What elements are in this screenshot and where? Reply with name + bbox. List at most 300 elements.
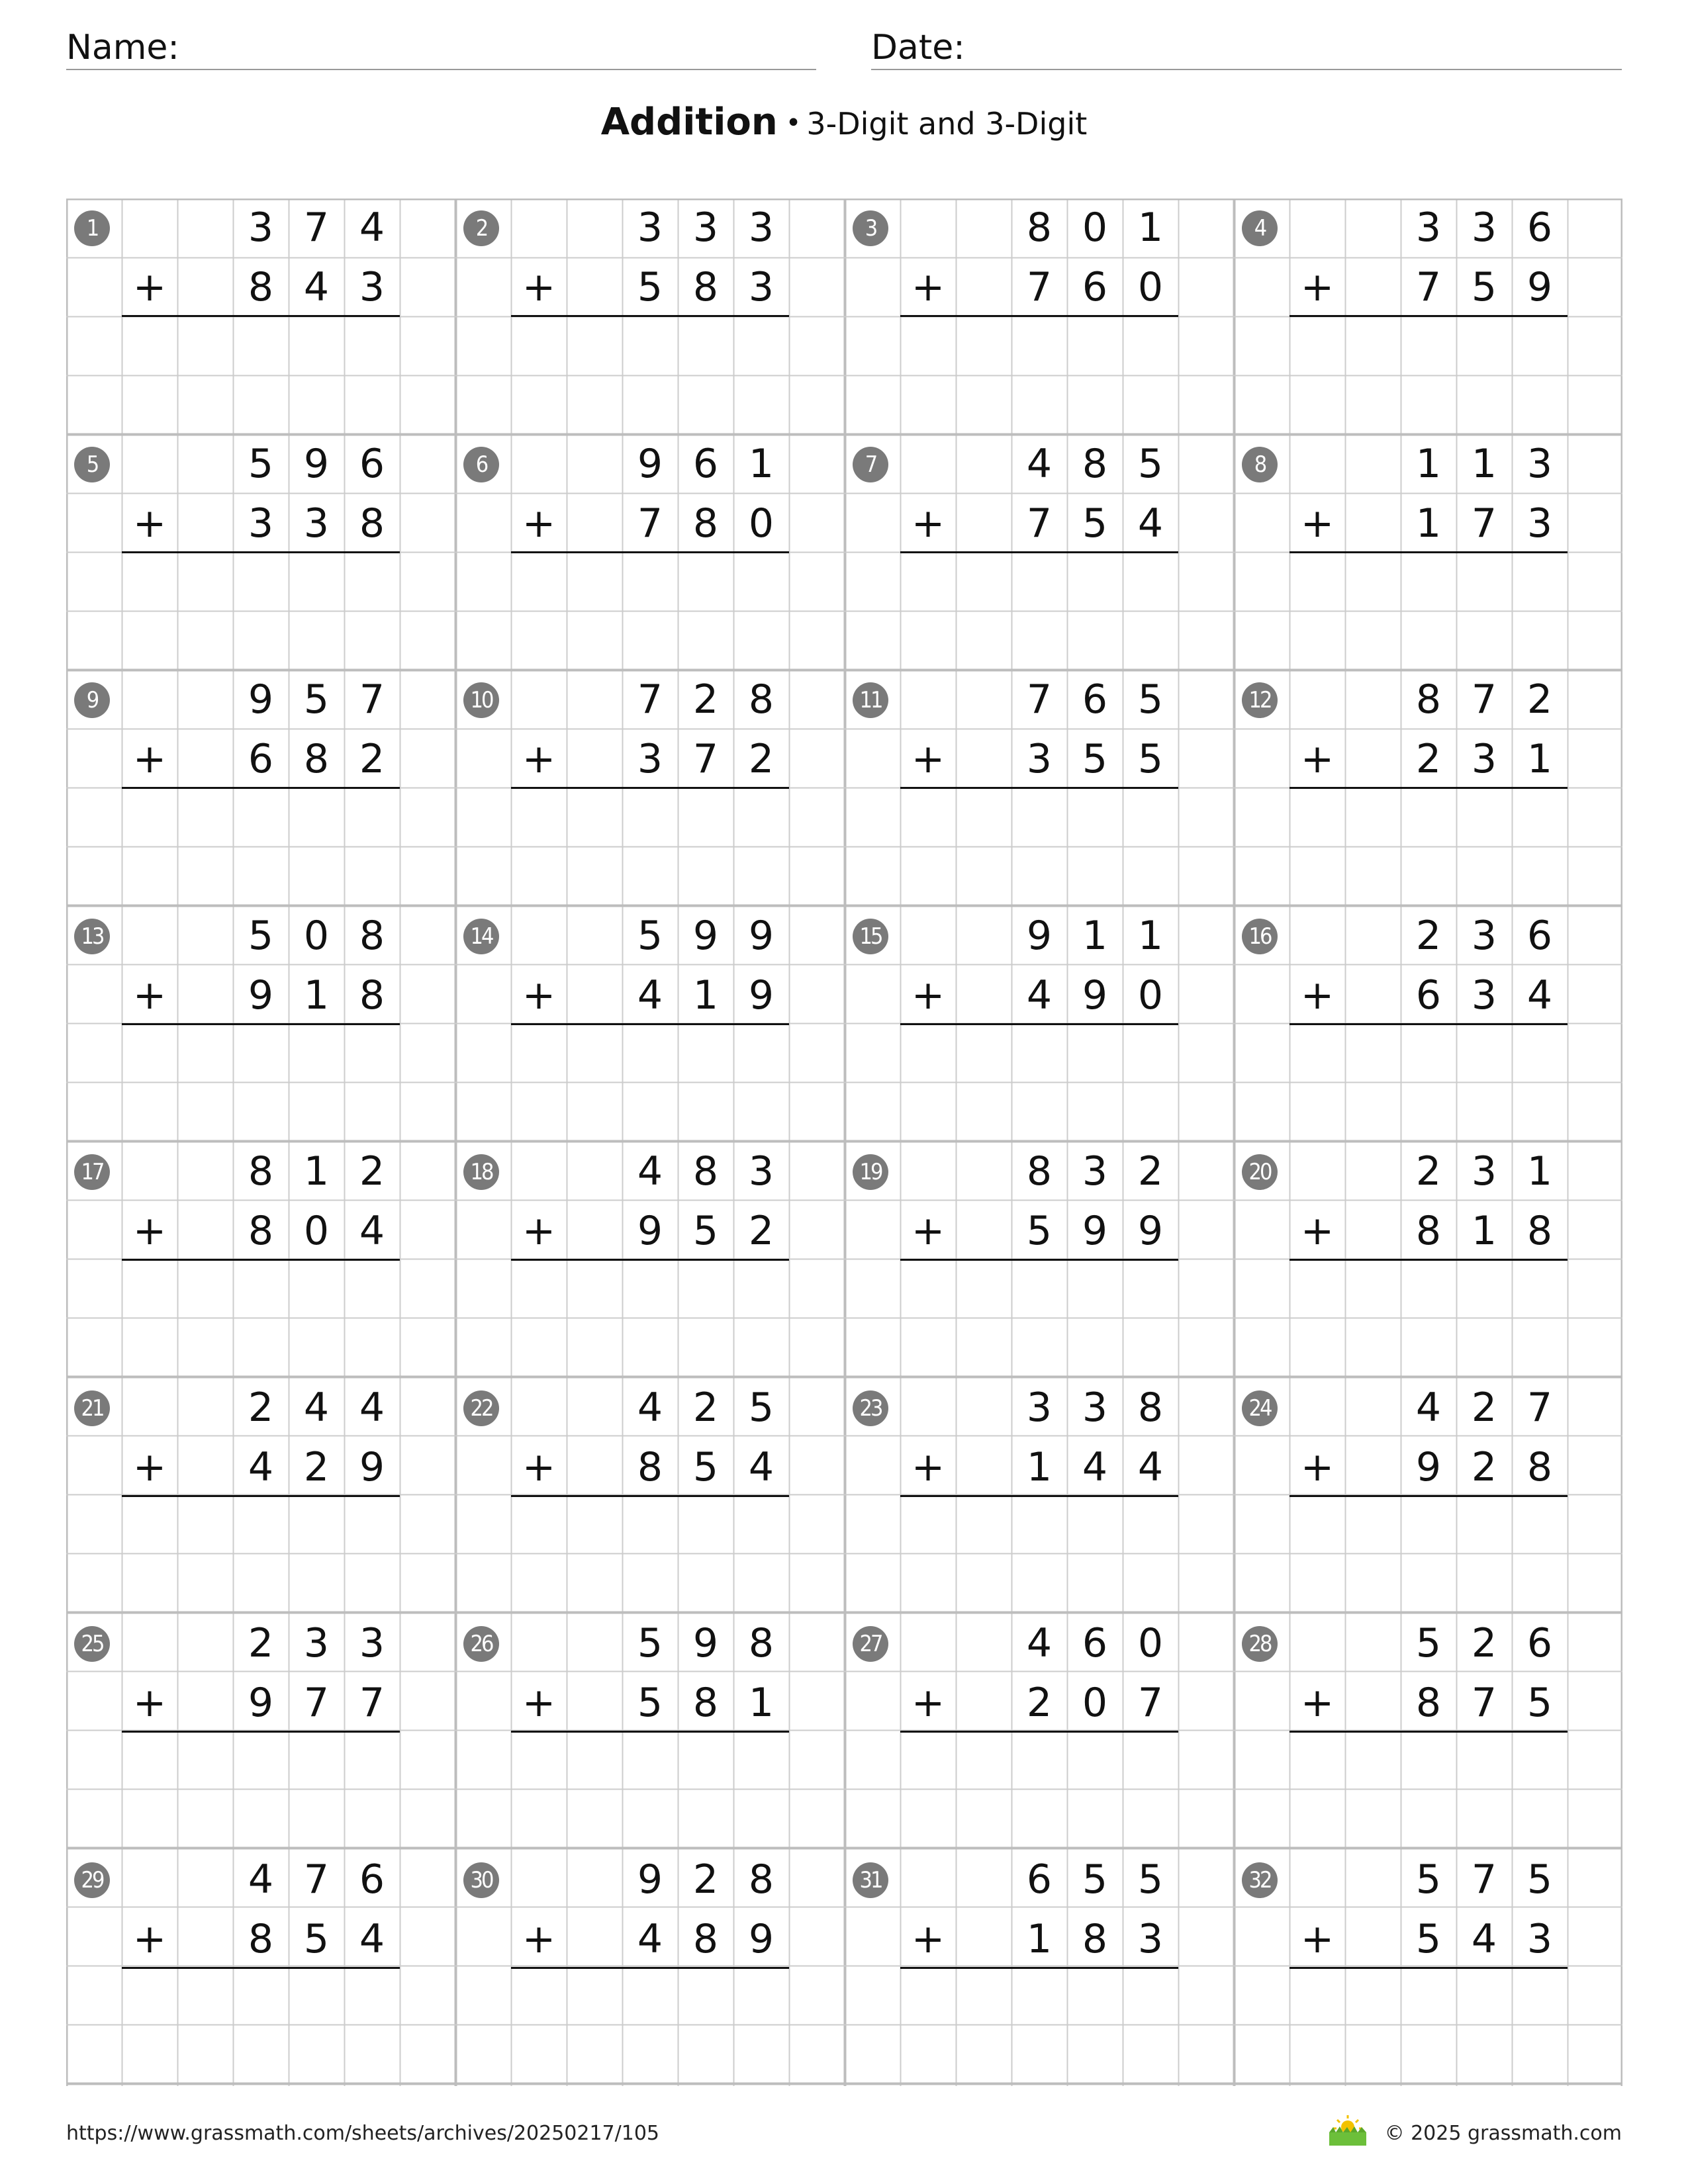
addend-bottom-digit: 6 xyxy=(248,736,274,782)
addend-bottom-digit: 7 xyxy=(1471,500,1497,547)
answer-area[interactable] xyxy=(900,1261,1178,1373)
addend-top-digit: 6 xyxy=(1526,912,1553,959)
plus-sign: + xyxy=(132,500,167,547)
problem-26 xyxy=(455,1614,845,1850)
addend-top-digit: 8 xyxy=(1415,676,1442,723)
addend-bottom-digit: 8 xyxy=(692,1915,719,1962)
addend-top-digit: 8 xyxy=(748,1620,774,1666)
answer-area[interactable] xyxy=(1289,1969,1568,2081)
addend-top-digit: 1 xyxy=(1471,440,1497,487)
plus-sign: + xyxy=(522,264,556,310)
problem-number-badge: 15 xyxy=(853,919,888,954)
addend-bottom-digit: 3 xyxy=(248,500,274,547)
addend-bottom-digit: 5 xyxy=(1415,1915,1442,1962)
addend-bottom-digit: 5 xyxy=(1026,1208,1053,1254)
plus-sign: + xyxy=(1300,1680,1335,1726)
addend-top-digit: 7 xyxy=(1026,676,1053,723)
addend-top-digit: 6 xyxy=(1526,1620,1553,1666)
addend-bottom-digit: 0 xyxy=(1137,972,1164,1019)
addend-top-digit: 2 xyxy=(1415,912,1442,959)
addend-bottom-digit: 7 xyxy=(1415,264,1442,310)
addend-top-digit: 5 xyxy=(1526,1856,1553,1903)
problem-10 xyxy=(455,670,845,907)
addend-bottom-digit: 4 xyxy=(359,1208,385,1254)
problem-number-badge: 30 xyxy=(463,1862,499,1898)
problem-number-badge: 12 xyxy=(1242,682,1278,718)
addend-bottom-digit: 0 xyxy=(1137,264,1164,310)
problem-25 xyxy=(66,1614,455,1850)
addend-bottom-digit: 9 xyxy=(248,972,274,1019)
answer-area[interactable] xyxy=(122,1497,400,1610)
answer-area[interactable] xyxy=(900,1733,1178,1845)
plus-sign: + xyxy=(522,500,556,547)
problem-21 xyxy=(66,1379,455,1615)
addend-bottom-digit: 5 xyxy=(1082,500,1108,547)
addend-top-digit: 2 xyxy=(1471,1384,1497,1431)
addend-bottom-digit: 8 xyxy=(248,264,274,310)
addend-top-digit: 8 xyxy=(692,1148,719,1195)
worksheet-grid xyxy=(66,199,1622,2086)
addend-top-digit: 2 xyxy=(248,1620,274,1666)
addend-bottom-digit: 2 xyxy=(1415,736,1442,782)
addend-bottom-digit: 3 xyxy=(359,264,385,310)
addend-bottom-digit: 5 xyxy=(1471,264,1497,310)
problem-number-badge: 22 xyxy=(463,1390,499,1426)
addend-bottom-digit: 3 xyxy=(1026,736,1053,782)
problem-17 xyxy=(66,1142,455,1379)
addend-bottom-digit: 7 xyxy=(1471,1680,1497,1726)
plus-sign: + xyxy=(132,264,167,310)
answer-area[interactable] xyxy=(1289,1733,1568,1845)
addend-top-digit: 6 xyxy=(359,1856,385,1903)
addend-bottom-digit: 0 xyxy=(1082,1680,1108,1726)
plus-sign: + xyxy=(1300,1443,1335,1490)
addend-bottom-digit: 1 xyxy=(748,1680,774,1726)
addend-top-digit: 1 xyxy=(1415,440,1442,487)
addend-bottom-digit: 1 xyxy=(303,972,330,1019)
addend-top-digit: 3 xyxy=(1471,205,1497,251)
addend-bottom-digit: 3 xyxy=(1471,736,1497,782)
addend-top-digit: 0 xyxy=(303,912,330,959)
addend-bottom-digit: 8 xyxy=(692,264,719,310)
problem-number-badge: 17 xyxy=(74,1154,110,1190)
problem-22 xyxy=(455,1379,845,1615)
addend-bottom-digit: 1 xyxy=(692,972,719,1019)
addend-top-digit: 9 xyxy=(303,440,330,487)
problem-number-badge: 27 xyxy=(853,1626,888,1662)
plus-sign: + xyxy=(132,1915,167,1962)
addend-bottom-digit: 9 xyxy=(1082,972,1108,1019)
title-subtitle: 3-Digit and 3-Digit xyxy=(806,106,1088,142)
addend-top-digit: 5 xyxy=(1415,1620,1442,1666)
date-label: Date: xyxy=(871,28,965,68)
addend-top-digit: 7 xyxy=(303,1856,330,1903)
addend-top-digit: 4 xyxy=(1026,440,1053,487)
addend-bottom-digit: 8 xyxy=(303,736,330,782)
addend-top-digit: 1 xyxy=(1137,205,1164,251)
addend-bottom-digit: 0 xyxy=(748,500,774,547)
plus-sign: + xyxy=(911,972,945,1019)
answer-area[interactable] xyxy=(1289,1497,1568,1610)
problem-number-badge: 14 xyxy=(463,919,499,954)
addend-bottom-digit: 4 xyxy=(637,1915,663,1962)
problem-31 xyxy=(845,1850,1234,2087)
addend-top-digit: 9 xyxy=(748,912,774,959)
addend-top-digit: 3 xyxy=(637,205,663,251)
addend-bottom-digit: 5 xyxy=(1082,736,1108,782)
addend-bottom-digit: 7 xyxy=(1137,1680,1164,1726)
addend-top-digit: 2 xyxy=(1137,1148,1164,1195)
addend-top-digit: 4 xyxy=(637,1148,663,1195)
plus-sign: + xyxy=(911,1443,945,1490)
answer-area[interactable] xyxy=(900,317,1178,430)
addend-top-digit: 6 xyxy=(1026,1856,1053,1903)
problem-30 xyxy=(455,1850,845,2087)
date-field[interactable] xyxy=(871,20,1622,70)
addend-bottom-digit: 9 xyxy=(748,972,774,1019)
problem-number-badge: 29 xyxy=(74,1862,110,1898)
addend-bottom-digit: 9 xyxy=(1526,264,1553,310)
addend-bottom-digit: 6 xyxy=(1082,264,1108,310)
addend-bottom-digit: 3 xyxy=(1137,1915,1164,1962)
addend-bottom-digit: 9 xyxy=(248,1680,274,1726)
addend-top-digit: 6 xyxy=(1082,676,1108,723)
problem-number-badge: 31 xyxy=(853,1862,888,1898)
addend-top-digit: 3 xyxy=(1471,912,1497,959)
addend-top-digit: 3 xyxy=(1082,1148,1108,1195)
addend-bottom-digit: 2 xyxy=(748,736,774,782)
answer-area[interactable] xyxy=(511,553,789,666)
plus-sign: + xyxy=(522,972,556,1019)
answer-area[interactable] xyxy=(900,1969,1178,2081)
footer-url: https://www.grassmath.com/sheets/archives/20250217/105 xyxy=(66,2122,660,2145)
answer-area[interactable] xyxy=(122,553,400,666)
problem-28 xyxy=(1234,1614,1623,1850)
addend-bottom-digit: 2 xyxy=(303,1443,330,1490)
addend-bottom-digit: 9 xyxy=(748,1915,774,1962)
addend-bottom-digit: 2 xyxy=(1026,1680,1053,1726)
addend-bottom-digit: 1 xyxy=(1415,500,1442,547)
plus-sign: + xyxy=(522,1915,556,1962)
addend-top-digit: 3 xyxy=(1526,440,1553,487)
addend-top-digit: 2 xyxy=(1526,676,1553,723)
name-field[interactable] xyxy=(66,20,816,70)
addend-bottom-digit: 8 xyxy=(248,1208,274,1254)
addend-bottom-digit: 4 xyxy=(1026,972,1053,1019)
problem-number-badge: 8 xyxy=(1242,447,1278,482)
answer-area[interactable] xyxy=(1289,553,1568,666)
addend-bottom-digit: 8 xyxy=(359,972,385,1019)
title-separator: • xyxy=(785,108,802,138)
addend-bottom-digit: 3 xyxy=(1526,1915,1553,1962)
addend-bottom-digit: 4 xyxy=(637,972,663,1019)
grass-sun-logo-icon xyxy=(1327,2113,1369,2147)
addend-top-digit: 5 xyxy=(1137,676,1164,723)
addend-top-digit: 8 xyxy=(359,912,385,959)
answer-area[interactable] xyxy=(511,1261,789,1373)
addend-top-digit: 2 xyxy=(1471,1620,1497,1666)
addend-bottom-digit: 7 xyxy=(1026,264,1053,310)
addend-top-digit: 5 xyxy=(248,912,274,959)
addend-top-digit: 2 xyxy=(692,1856,719,1903)
addend-top-digit: 3 xyxy=(248,205,274,251)
addend-bottom-digit: 4 xyxy=(359,1915,385,1962)
problem-7 xyxy=(845,435,1234,671)
problem-29 xyxy=(66,1850,455,2087)
addend-bottom-digit: 7 xyxy=(303,1680,330,1726)
problem-number-badge: 6 xyxy=(463,447,499,482)
problem-20 xyxy=(1234,1142,1623,1379)
addend-top-digit: 3 xyxy=(692,205,719,251)
addend-bottom-digit: 5 xyxy=(303,1915,330,1962)
footer-copyright: © 2025 grassmath.com xyxy=(1384,2122,1622,2145)
addend-top-digit: 3 xyxy=(303,1620,330,1666)
addend-bottom-digit: 5 xyxy=(637,264,663,310)
addend-bottom-digit: 5 xyxy=(692,1208,719,1254)
addend-bottom-digit: 0 xyxy=(303,1208,330,1254)
addend-top-digit: 7 xyxy=(1471,1856,1497,1903)
addend-top-digit: 5 xyxy=(1415,1856,1442,1903)
plus-sign: + xyxy=(522,1443,556,1490)
addend-top-digit: 7 xyxy=(359,676,385,723)
addend-bottom-digit: 9 xyxy=(1415,1443,1442,1490)
addend-top-digit: 8 xyxy=(1137,1384,1164,1431)
addend-bottom-digit: 9 xyxy=(1137,1208,1164,1254)
addend-top-digit: 5 xyxy=(1137,1856,1164,1903)
addend-top-digit: 4 xyxy=(1415,1384,1442,1431)
plus-sign: + xyxy=(132,1208,167,1254)
problem-27 xyxy=(845,1614,1234,1850)
answer-area[interactable] xyxy=(122,317,400,430)
addend-bottom-digit: 5 xyxy=(692,1443,719,1490)
plus-sign: + xyxy=(911,1208,945,1254)
addend-bottom-digit: 8 xyxy=(248,1915,274,1962)
addend-top-digit: 6 xyxy=(1082,1620,1108,1666)
answer-area[interactable] xyxy=(122,789,400,901)
addend-bottom-digit: 3 xyxy=(303,500,330,547)
problem-24 xyxy=(1234,1379,1623,1615)
answer-area[interactable] xyxy=(900,1497,1178,1610)
answer-area[interactable] xyxy=(122,1261,400,1373)
problem-4 xyxy=(1234,199,1623,435)
answer-area[interactable] xyxy=(1289,1261,1568,1373)
addend-top-digit: 4 xyxy=(359,1384,385,1431)
addend-bottom-digit: 8 xyxy=(1082,1915,1108,1962)
plus-sign: + xyxy=(911,736,945,782)
answer-area[interactable] xyxy=(511,789,789,901)
title-main: Addition xyxy=(600,101,778,144)
addend-top-digit: 3 xyxy=(359,1620,385,1666)
addend-top-digit: 2 xyxy=(248,1384,274,1431)
addend-bottom-digit: 4 xyxy=(1471,1915,1497,1962)
addend-top-digit: 8 xyxy=(1026,1148,1053,1195)
plus-sign: + xyxy=(1300,1915,1335,1962)
problem-23 xyxy=(845,1379,1234,1615)
addend-bottom-digit: 4 xyxy=(1526,972,1553,1019)
addend-top-digit: 5 xyxy=(637,1620,663,1666)
problem-5 xyxy=(66,435,455,671)
addend-top-digit: 1 xyxy=(748,440,774,487)
problem-15 xyxy=(845,907,1234,1143)
addend-bottom-digit: 4 xyxy=(1137,1443,1164,1490)
problem-number-badge: 13 xyxy=(74,919,110,954)
addend-bottom-digit: 3 xyxy=(1526,500,1553,547)
answer-area[interactable] xyxy=(900,553,1178,666)
addend-top-digit: 2 xyxy=(692,1384,719,1431)
addend-top-digit: 4 xyxy=(248,1856,274,1903)
plus-sign: + xyxy=(911,1915,945,1962)
problem-3 xyxy=(845,199,1234,435)
plus-sign: + xyxy=(132,736,167,782)
problem-6 xyxy=(455,435,845,671)
answer-area[interactable] xyxy=(900,1025,1178,1138)
problem-number-badge: 7 xyxy=(853,447,888,482)
addend-top-digit: 5 xyxy=(748,1384,774,1431)
addend-top-digit: 1 xyxy=(1526,1148,1553,1195)
problem-number-badge: 4 xyxy=(1242,210,1278,246)
addend-bottom-digit: 7 xyxy=(359,1680,385,1726)
addend-top-digit: 1 xyxy=(303,1148,330,1195)
addend-bottom-digit: 5 xyxy=(1526,1680,1553,1726)
addend-top-digit: 1 xyxy=(1082,912,1108,959)
addend-top-digit: 3 xyxy=(1471,1148,1497,1195)
addend-top-digit: 4 xyxy=(303,1384,330,1431)
problem-number-badge: 24 xyxy=(1242,1390,1278,1426)
plus-sign: + xyxy=(522,736,556,782)
addend-top-digit: 5 xyxy=(1137,440,1164,487)
plus-sign: + xyxy=(1300,736,1335,782)
answer-area[interactable] xyxy=(122,1733,400,1845)
problem-14 xyxy=(455,907,845,1143)
problem-18 xyxy=(455,1142,845,1379)
problem-number-badge: 26 xyxy=(463,1626,499,1662)
addend-bottom-digit: 2 xyxy=(1471,1443,1497,1490)
problem-32 xyxy=(1234,1850,1623,2087)
problem-number-badge: 3 xyxy=(853,210,888,246)
addend-top-digit: 8 xyxy=(748,676,774,723)
answer-area[interactable] xyxy=(1289,317,1568,430)
addend-top-digit: 9 xyxy=(637,1856,663,1903)
addend-top-digit: 6 xyxy=(1526,205,1553,251)
plus-sign: + xyxy=(132,1680,167,1726)
answer-area[interactable] xyxy=(900,789,1178,901)
plus-sign: + xyxy=(911,264,945,310)
problem-number-badge: 11 xyxy=(853,682,888,718)
answer-area[interactable] xyxy=(511,1733,789,1845)
addend-top-digit: 9 xyxy=(637,440,663,487)
problem-1 xyxy=(66,199,455,435)
addend-bottom-digit: 5 xyxy=(637,1680,663,1726)
addend-top-digit: 8 xyxy=(748,1856,774,1903)
addend-bottom-digit: 8 xyxy=(1415,1680,1442,1726)
addend-bottom-digit: 7 xyxy=(637,500,663,547)
addend-top-digit: 3 xyxy=(748,205,774,251)
plus-sign: + xyxy=(1300,972,1335,1019)
addend-top-digit: 3 xyxy=(1082,1384,1108,1431)
answer-area[interactable] xyxy=(511,1969,789,2081)
answer-area[interactable] xyxy=(511,1497,789,1610)
problem-number-badge: 28 xyxy=(1242,1626,1278,1662)
addend-bottom-digit: 3 xyxy=(637,736,663,782)
addend-bottom-digit: 1 xyxy=(1026,1915,1053,1962)
addend-bottom-digit: 9 xyxy=(1082,1208,1108,1254)
problem-13 xyxy=(66,907,455,1143)
problem-number-badge: 2 xyxy=(463,210,499,246)
addend-top-digit: 5 xyxy=(303,676,330,723)
addend-bottom-digit: 4 xyxy=(248,1443,274,1490)
addend-top-digit: 9 xyxy=(1026,912,1053,959)
problem-number-badge: 20 xyxy=(1242,1154,1278,1190)
addend-top-digit: 8 xyxy=(248,1148,274,1195)
addend-bottom-digit: 2 xyxy=(748,1208,774,1254)
addend-bottom-digit: 6 xyxy=(1415,972,1442,1019)
addend-bottom-digit: 9 xyxy=(359,1443,385,1490)
problem-16 xyxy=(1234,907,1623,1143)
problem-number-badge: 9 xyxy=(74,682,110,718)
addend-top-digit: 0 xyxy=(1082,205,1108,251)
addend-bottom-digit: 8 xyxy=(1526,1208,1553,1254)
name-label: Name: xyxy=(66,28,179,68)
problem-number-badge: 21 xyxy=(74,1390,110,1426)
problem-9 xyxy=(66,670,455,907)
addend-top-digit: 6 xyxy=(359,440,385,487)
addend-top-digit: 7 xyxy=(1471,676,1497,723)
answer-area[interactable] xyxy=(511,317,789,430)
problem-12 xyxy=(1234,670,1623,907)
problem-number-badge: 5 xyxy=(74,447,110,482)
addend-top-digit: 3 xyxy=(1026,1384,1053,1431)
plus-sign: + xyxy=(911,500,945,547)
addend-bottom-digit: 4 xyxy=(1137,500,1164,547)
plus-sign: + xyxy=(1300,500,1335,547)
addend-top-digit: 2 xyxy=(359,1148,385,1195)
addend-top-digit: 9 xyxy=(692,912,719,959)
addend-bottom-digit: 8 xyxy=(359,500,385,547)
answer-area[interactable] xyxy=(122,1025,400,1138)
addend-top-digit: 0 xyxy=(1137,1620,1164,1666)
plus-sign: + xyxy=(1300,264,1335,310)
addend-top-digit: 2 xyxy=(692,676,719,723)
answer-area[interactable] xyxy=(1289,1025,1568,1138)
addend-bottom-digit: 8 xyxy=(1415,1208,1442,1254)
plus-sign: + xyxy=(1300,1208,1335,1254)
addend-top-digit: 9 xyxy=(248,676,274,723)
addend-top-digit: 1 xyxy=(1137,912,1164,959)
addend-bottom-digit: 8 xyxy=(1526,1443,1553,1490)
addend-top-digit: 5 xyxy=(637,912,663,959)
answer-area[interactable] xyxy=(511,1025,789,1138)
addend-bottom-digit: 8 xyxy=(692,1680,719,1726)
problem-8 xyxy=(1234,435,1623,671)
addend-bottom-digit: 1 xyxy=(1526,736,1553,782)
addend-bottom-digit: 9 xyxy=(637,1208,663,1254)
addend-bottom-digit: 3 xyxy=(748,264,774,310)
addend-bottom-digit: 4 xyxy=(748,1443,774,1490)
plus-sign: + xyxy=(522,1680,556,1726)
problem-number-badge: 32 xyxy=(1242,1862,1278,1898)
answer-area[interactable] xyxy=(1289,789,1568,901)
problem-number-badge: 1 xyxy=(74,210,110,246)
addend-top-digit: 7 xyxy=(303,205,330,251)
addend-top-digit: 6 xyxy=(692,440,719,487)
problem-number-badge: 19 xyxy=(853,1154,888,1190)
addend-top-digit: 7 xyxy=(1526,1384,1553,1431)
addend-bottom-digit: 5 xyxy=(1137,736,1164,782)
answer-area[interactable] xyxy=(122,1969,400,2081)
addend-bottom-digit: 8 xyxy=(692,500,719,547)
addend-top-digit: 9 xyxy=(692,1620,719,1666)
addend-bottom-digit: 4 xyxy=(303,264,330,310)
